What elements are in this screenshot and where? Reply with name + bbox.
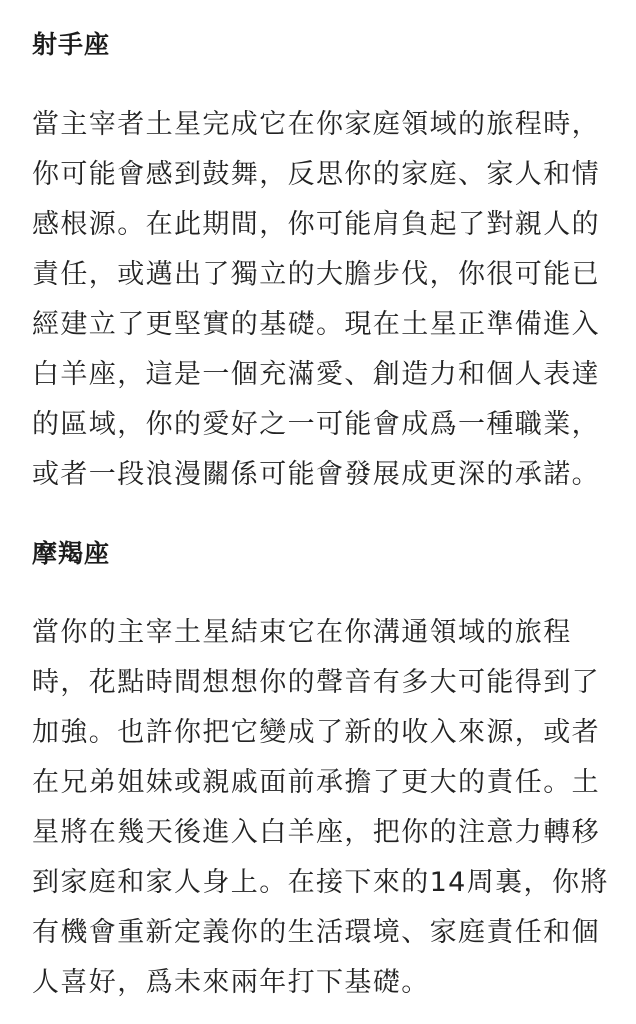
text-line: 責任，或邁出了獨立的大膽步伐，你很可能已 — [32, 259, 600, 290]
text-line: 你可能會感到鼓舞，反思你的家庭、家人和情 — [32, 159, 600, 190]
sagittarius-paragraph — [32, 100, 617, 500]
text-line: 時，花點時間想想你的聲音有多大可能得到了 — [32, 667, 600, 698]
section-heading-sagittarius: 射手座 — [32, 30, 111, 59]
text-line: 星將在幾天後進入白羊座，把你的注意力轉移 — [32, 817, 600, 848]
text-line: 當主宰者土星完成它在你家庭領域的旅程時， — [32, 109, 600, 140]
capricorn-paragraph — [32, 608, 617, 1008]
section-heading-capricorn: 摩羯座 — [32, 539, 111, 568]
text-line: 加強。也許你把它變成了新的收入來源，或者 — [32, 717, 600, 748]
text-line: 在兄弟姐妹或親戚面前承擔了更大的責任。土 — [32, 767, 600, 798]
text-line: 到家庭和家人身上。在接下來的14周裏，你將 — [32, 867, 609, 898]
text-line: 當你的主宰土星結束它在你溝通領域的旅程 — [32, 617, 572, 648]
text-line: 感根源。在此期間，你可能肩負起了對親人的 — [32, 209, 600, 240]
text-line: 有機會重新定義你的生活環境、家庭責任和個 — [32, 917, 600, 948]
text-line: 人喜好，爲未來兩年打下基礎。 — [32, 967, 430, 998]
text-line: 的區域，你的愛好之一可能會成爲一種職業， — [32, 409, 600, 440]
text-line: 白羊座，這是一個充滿愛、創造力和個人表達 — [32, 359, 600, 390]
text-line: 經建立了更堅實的基礎。現在土星正準備進入 — [32, 309, 600, 340]
text-line: 或者一段浪漫關係可能會發展成更深的承諾。 — [32, 459, 600, 490]
